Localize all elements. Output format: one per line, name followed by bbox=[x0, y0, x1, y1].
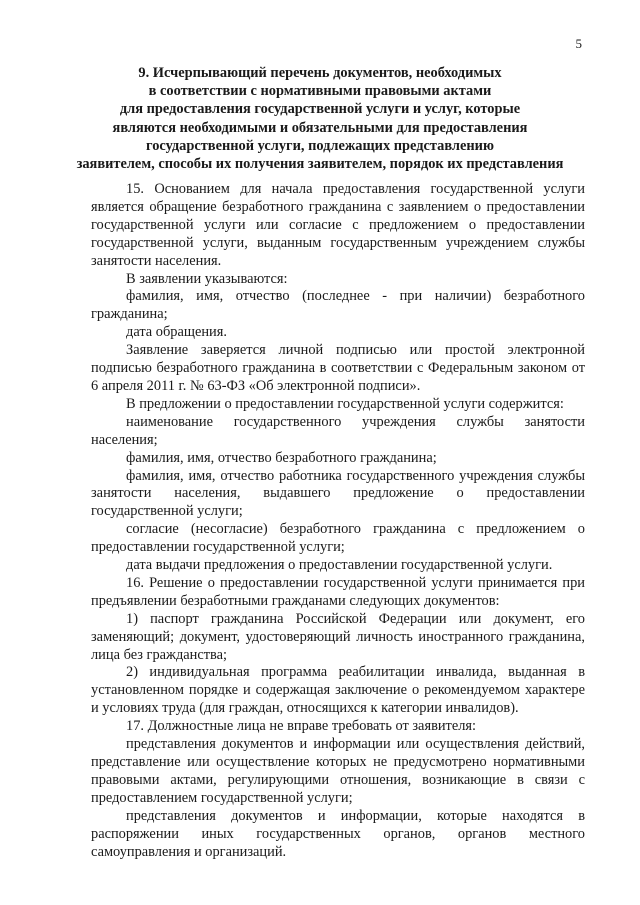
paragraph-17: 17. Должностные лица не вправе требовать от заявителя: bbox=[126, 718, 477, 735]
paragraph-16: 16. Решение о предоставлении государственной услуги принимается при предъявлении безработными гражданами следующих документов: bbox=[91, 574, 585, 609]
heading-line: 9. Исчерпывающий перечень документов, необходимых bbox=[138, 65, 502, 81]
heading-line: для предоставления государственной услуги и услуг, которые bbox=[119, 101, 521, 118]
section-heading bbox=[50, 64, 590, 173]
document-body bbox=[91, 181, 585, 861]
paragraph-consent: согласие (несогласие) безработного гражданина с предложением о предоставлении государственной услуги; bbox=[91, 521, 585, 556]
heading-line: заявителем, способы их получения заявителем, порядок их представления bbox=[76, 156, 564, 173]
paragraph-offer-intro: В предложении о предоставлении государственной услуги содержится: bbox=[126, 395, 564, 412]
paragraph-institution-name: наименование государственного учреждения службы занятости населения; bbox=[91, 413, 585, 448]
heading-line: в соответствии с нормативными правовыми актами bbox=[148, 83, 492, 100]
paragraph-issue-date: дата выдачи предложения о предоставлении государственной услуги. bbox=[126, 557, 553, 574]
paragraph-application-list-intro: В заявлении указываются: bbox=[126, 270, 288, 287]
paragraph-15: 15. Основанием для начала предоставления государственной услуги является обращение безработного гражданина с заявлением о предоставлении государственной услуги или согласие с предложением о предоставлении государственной услуги, выданным государственным учреждением службы занятости населения. bbox=[91, 181, 585, 269]
paragraph-full-name: фамилия, имя, отчество (последнее - при наличии) безработного гражданина; bbox=[91, 288, 585, 323]
paragraph-not-required-documents: представления документов и информации, которые находятся в распоряжении иных государственных органов, органов местного самоуправления и организаций. bbox=[91, 807, 585, 860]
paragraph-signature: Заявление заверяется личной подписью или простой электронной подписью безработного гражданина в соответствии с Федеральным законом от 6 апреля 2011 г. № 63-ФЗ «Об электронной подписи». bbox=[91, 342, 585, 394]
page-number: 5 bbox=[575, 36, 582, 51]
heading-line: государственной услуги, подлежащих представлению bbox=[146, 137, 494, 154]
paragraph-rehab-program: 2) индивидуальная программа реабилитации инвалида, выданная в установленном порядке и содержащая заключение о рекомендуемом характере и условиях труда (для граждан, относящихся к категории инвалидов). bbox=[91, 664, 585, 717]
heading-line: являются необходимыми и обязательными для предоставления bbox=[112, 119, 528, 136]
paragraph-passport: 1) паспорт гражданина Российской Федерации или документ, его заменяющий; документ, удостоверяющий личность иностранного гражданина, лица без гражданства; bbox=[91, 610, 585, 663]
paragraph-not-required-actions: представления документов и информации или осуществления действий, представление или осуществление которых не предусмотрено нормативными правовыми актами, регулирующими отношения, возникающие в связи с предоставлением государственной услуги; bbox=[91, 736, 585, 806]
paragraph-employee-name: фамилия, имя, отчество работника государственного учреждения службы занятости населения, выдавшего предложение о предоставлении государственной услуги; bbox=[91, 467, 585, 520]
paragraph-date: дата обращения. bbox=[126, 324, 227, 341]
paragraph-citizen-name: фамилия, имя, отчество безработного гражданина; bbox=[126, 449, 437, 466]
